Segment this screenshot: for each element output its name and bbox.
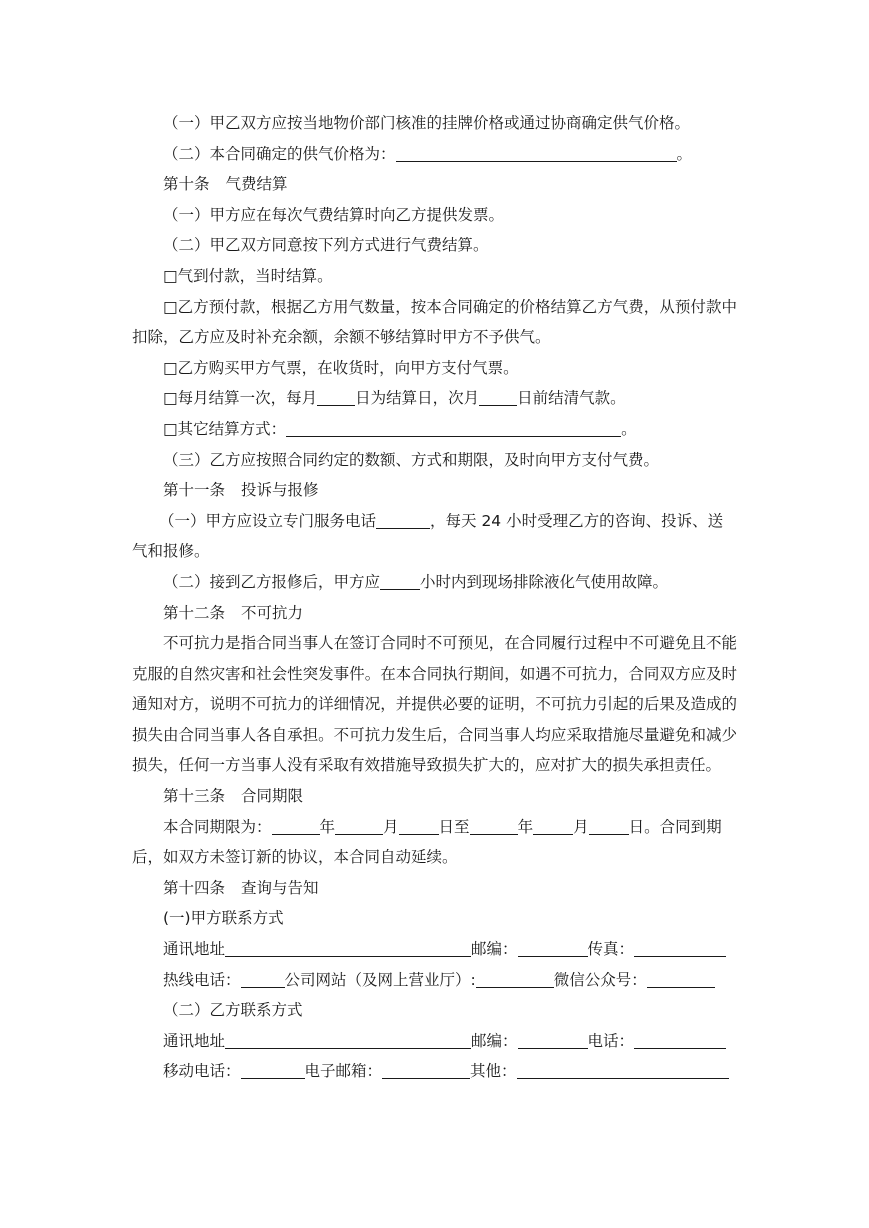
clause-settle-3: （三）乙方应按照合同约定的数额、方式和期限，及时向甲方支付气费。	[163, 450, 660, 469]
party-a-address-line: 通讯地址 邮编： 传真：	[132, 934, 737, 965]
start-day-blank[interactable]	[399, 817, 439, 835]
party-a-website-blank[interactable]	[476, 970, 554, 988]
party-b-address-blank[interactable]	[225, 1031, 471, 1049]
party-b-email-blank[interactable]	[382, 1061, 470, 1079]
start-month-blank[interactable]	[335, 817, 383, 835]
article-11-heading: 第十一条 投诉与报修	[163, 481, 319, 500]
clause-repair: （二）接到乙方报修后，甲方应 小时内到现场排除液化气使用故障。	[163, 572, 669, 591]
clause-hotline: （一）甲方应设立专门服务电话 ，每天 24 小时受理乙方的咨询、投诉、送	[159, 511, 724, 530]
party-a-hotline-blank[interactable]	[241, 970, 285, 988]
party-b-mobile-line: 移动电话： 电子邮箱： 其他：	[132, 1056, 737, 1087]
term-line: 本合同期限为： 年 月 日至 年 月 日。合同到期	[163, 817, 722, 836]
article-14-heading: 第十四条 查询与告知	[163, 878, 319, 897]
party-b-phone-blank[interactable]	[634, 1031, 726, 1049]
settle-day-blank[interactable]	[317, 388, 355, 406]
start-year-blank[interactable]	[272, 817, 320, 835]
end-day-blank[interactable]	[589, 817, 629, 835]
clear-day-blank[interactable]	[479, 388, 517, 406]
repair-hours-blank[interactable]	[380, 572, 420, 590]
party-b-address-line: 通讯地址 邮编： 电话：	[132, 1026, 737, 1057]
term-line-cont: 后，如双方未签订新的协议，本合同自动延续。	[132, 848, 458, 867]
other-method-blank[interactable]	[286, 419, 621, 437]
option-prepay: □乙方预付款，根据乙方用气数量，按本合同确定的价格结算乙方气费，从预付款中扣除，乙方应及时补充余额，余额不够结算时甲方不予供气。	[132, 297, 737, 347]
option-gas-ticket: □乙方购买甲方气票，在收货时，向甲方支付气票。	[163, 358, 519, 377]
party-b-other-blank[interactable]	[517, 1061, 729, 1079]
end-year-blank[interactable]	[470, 817, 518, 835]
party-a-contact-heading: (一)甲方联系方式	[163, 909, 284, 928]
party-b-contact-heading: （二）乙方联系方式	[163, 1001, 303, 1020]
contract-page	[132, 108, 737, 1087]
clause-hotline-cont: 气和报修。	[132, 542, 210, 561]
article-10-heading: 第十条 气费结算	[163, 175, 288, 194]
party-b-mobile-blank[interactable]	[241, 1061, 305, 1079]
end-month-blank[interactable]	[533, 817, 573, 835]
option-cash-on-delivery: □气到付款，当时结算。	[163, 266, 333, 285]
price-blank[interactable]	[396, 144, 677, 162]
article-13-heading: 第十三条 合同期限	[163, 787, 304, 806]
clause-price-2: （二）本合同确定的供气价格为： 。	[163, 144, 693, 163]
party-a-hotline-line: 热线电话： 公司网站（及网上营业厅）: 微信公众号：	[132, 965, 737, 996]
party-b-postcode-blank[interactable]	[518, 1031, 588, 1049]
party-a-fax-blank[interactable]	[634, 939, 726, 957]
option-other: □其它结算方式： 。	[163, 419, 637, 438]
option-monthly: □每月结算一次，每月 日为结算日，次月 日前结清气款。	[163, 389, 626, 408]
clause-settle-2: （二）甲乙双方同意按下列方式进行气费结算。	[163, 236, 489, 255]
clause-settle-1: （一）甲方应在每次气费结算时向乙方提供发票。	[163, 205, 505, 224]
service-phone-blank[interactable]	[376, 511, 430, 529]
clause-price-1: （一）甲乙双方应按当地物价部门核准的挂牌价格或通过协商确定供气价格。	[163, 114, 691, 132]
party-a-address-blank[interactable]	[225, 939, 471, 957]
force-majeure-paragraph: 不可抗力是指合同当事人在签订合同时不可预见，在合同履行过程中不可避免且不能克服的自然灾害和社会性突发事件。在本合同执行期间，如遇不可抗力，合同双方应及时通知对方，说明不可抗力的详细情况，并提供必要的证明，不可抗力引起的后果及造成的损失由合同当事人各自承担。不可抗力发生后，合同当事人均应采取措施尽量避免和减少损失，任何一方当事人没有采取有效措施导致损失扩大的，应对扩大的损失承担责任。	[132, 634, 737, 775]
article-12-heading: 第十二条 不可抗力	[163, 603, 304, 622]
party-a-wechat-blank[interactable]	[647, 970, 715, 988]
party-a-postcode-blank[interactable]	[518, 939, 588, 957]
